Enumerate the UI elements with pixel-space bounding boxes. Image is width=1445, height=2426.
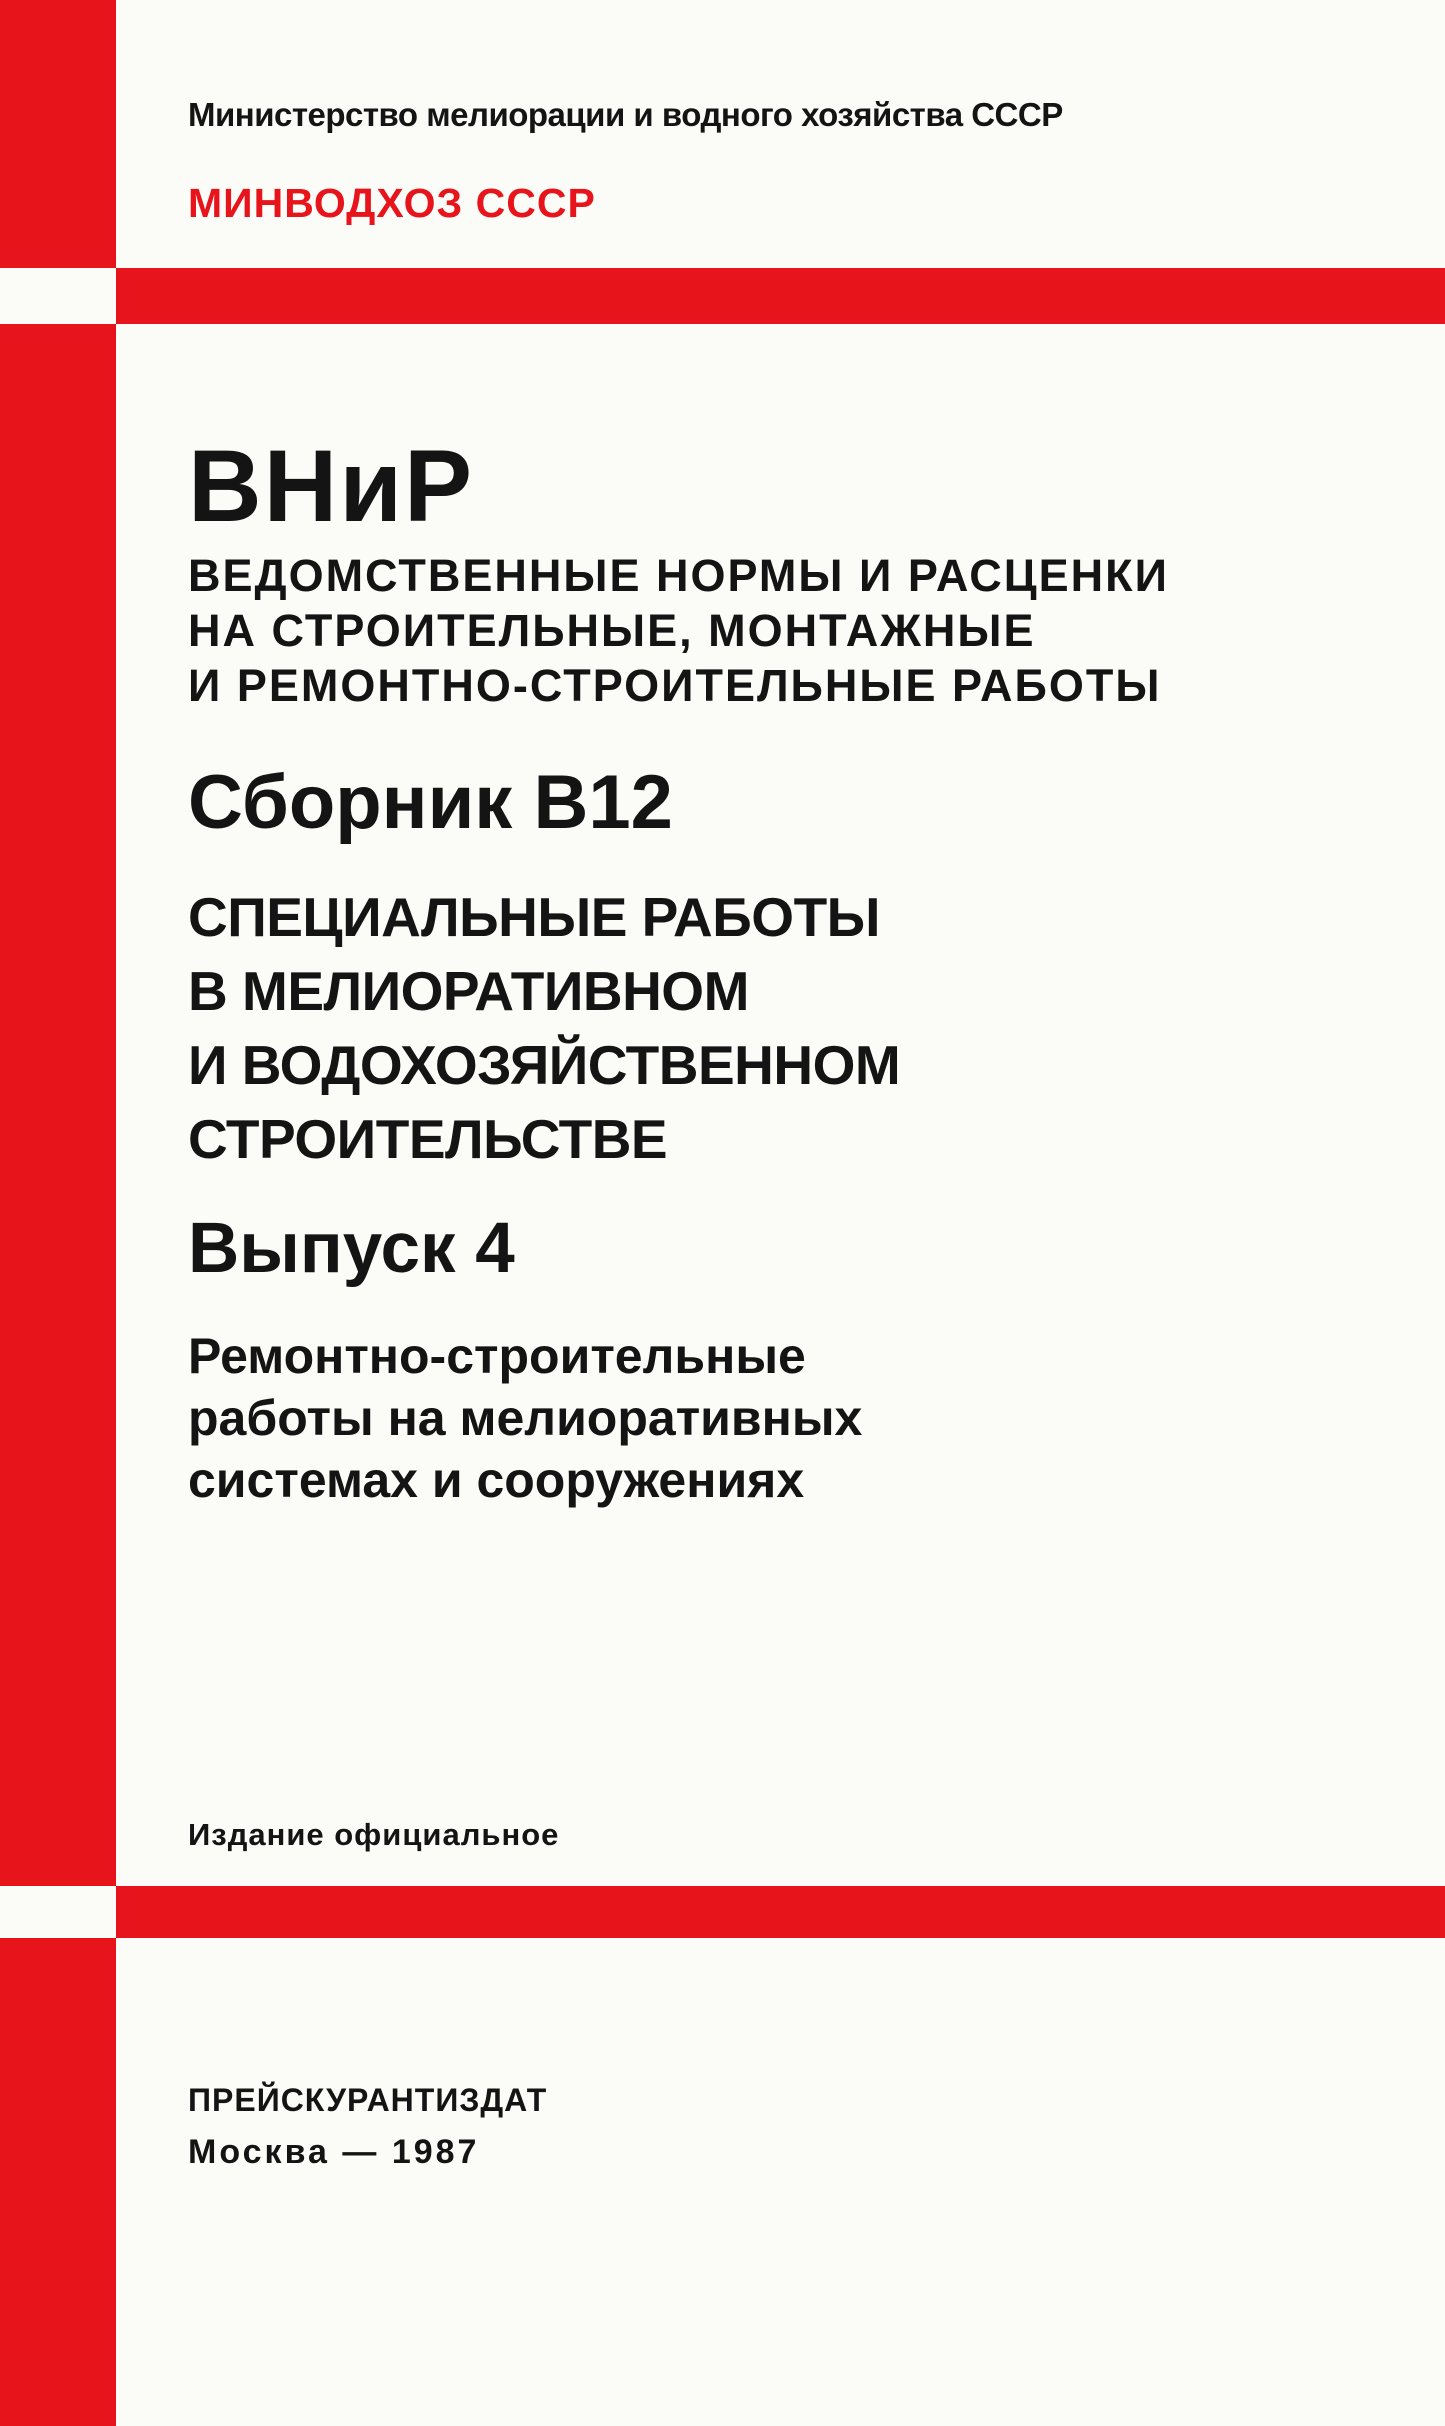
series-full-title-line: НА СТРОИТЕЛЬНЫЕ, МОНТАЖНЫЕ xyxy=(188,605,1036,656)
top-band-gap xyxy=(0,268,116,324)
top-red-band xyxy=(0,268,1445,324)
collection-title-line: И ВОДОХОЗЯЙСТВЕННОМ xyxy=(188,1034,901,1096)
publisher-name: ПРЕЙСКУРАНТИЗДАТ xyxy=(188,2082,548,2118)
ministry-abbreviation: МИНВОДХОЗ СССР xyxy=(188,180,596,226)
ministry-name: Министерство мелиорации и водного хозяйства СССР xyxy=(188,96,1063,133)
collection-title xyxy=(188,880,900,1176)
series-full-title-line: ВЕДОМСТВЕННЫЕ НОРМЫ И РАСЦЕНКИ xyxy=(188,550,1169,601)
collection-title-line: В МЕЛИОРАТИВНОМ xyxy=(188,960,749,1022)
collection-number: Сборник В12 xyxy=(188,760,673,845)
left-red-strip xyxy=(0,0,116,2426)
collection-title-line: СТРОИТЕЛЬСТВЕ xyxy=(188,1108,668,1170)
bottom-band-gap xyxy=(0,1886,116,1938)
edition-note: Издание официальное xyxy=(188,1817,560,1852)
bottom-red-band xyxy=(0,1886,1445,1938)
issue-title-line: Ремонтно-строительные xyxy=(188,1328,806,1384)
collection-title-line: СПЕЦИАЛЬНЫЕ РАБОТЫ xyxy=(188,886,881,948)
issue-title-line: системах и сооружениях xyxy=(188,1452,805,1508)
issue-title-line: работы на мелиоративных xyxy=(188,1390,863,1446)
series-full-title-line: И РЕМОНТНО-СТРОИТЕЛЬНЫЕ РАБОТЫ xyxy=(188,660,1162,711)
publication-city-year: Москва — 1987 xyxy=(188,2133,480,2171)
series-full-title xyxy=(188,548,1169,713)
issue-title xyxy=(188,1325,862,1511)
series-abbreviation: ВНиР xyxy=(188,429,475,543)
issue-number: Выпуск 4 xyxy=(188,1209,515,1288)
